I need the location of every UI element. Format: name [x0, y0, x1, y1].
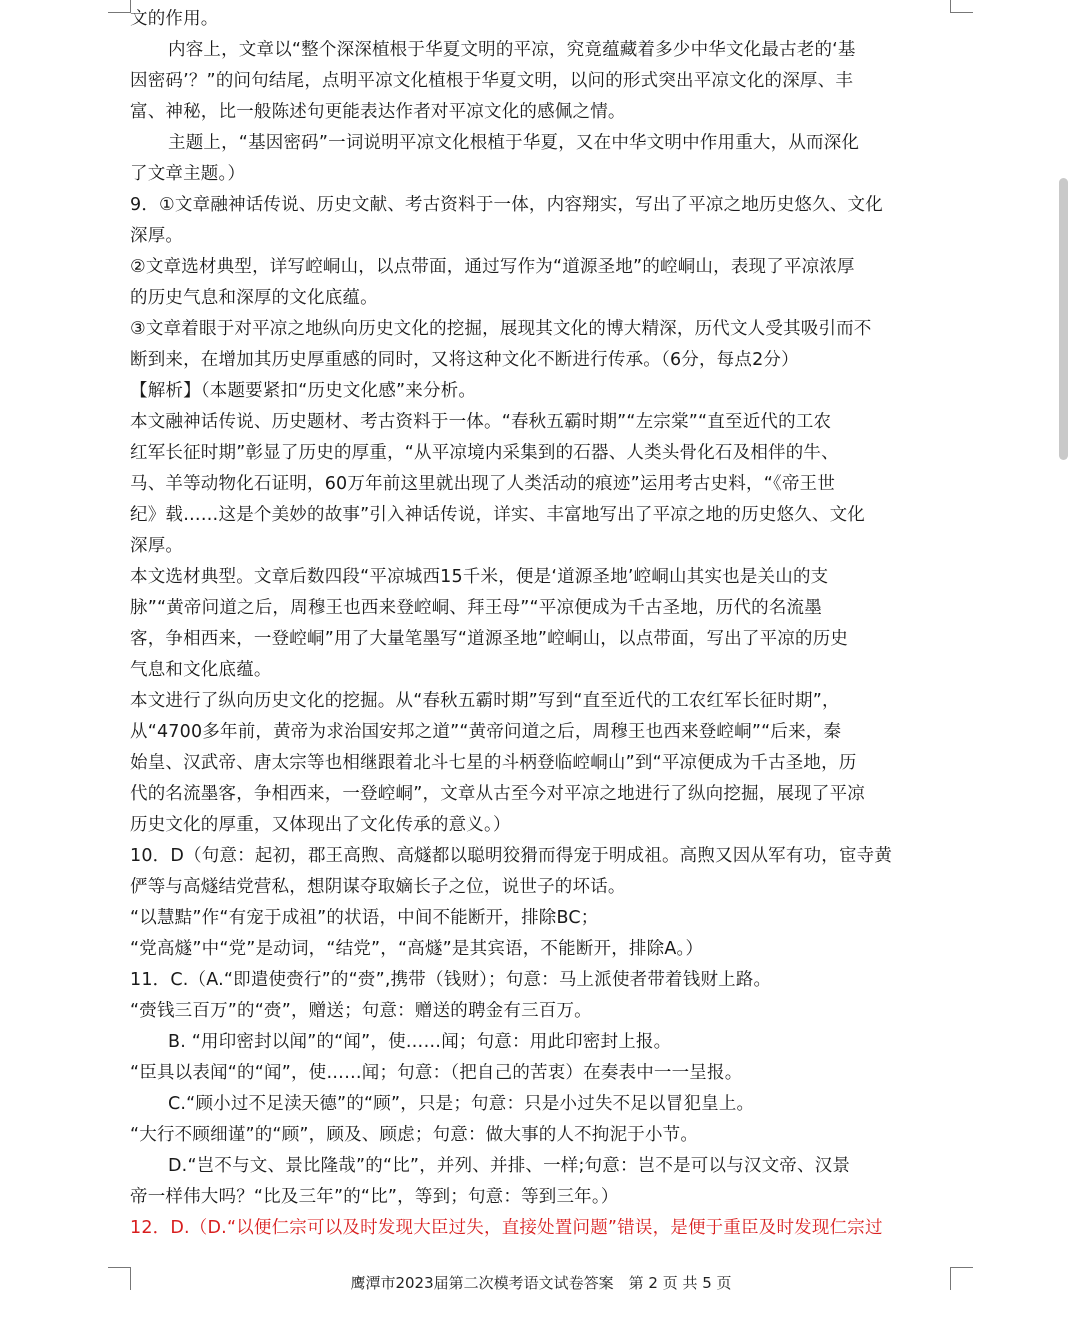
answer-9-line: 9．①文章融神话传说、历史文献、考古资料于一体，内容翔实，写出了平凉之地历史悠久、文化 [130, 195, 883, 215]
text-line: 本文选材典型。文章后数四段“平凉城西15千米，便是‘道源圣地’崆峒山其实也是关山的支 [130, 567, 829, 587]
text-line: 了文章主题。） [130, 164, 246, 184]
text-line: 客，争相西来，一登崆峒”用了大量笔墨写“道源圣地”崆峒山，以点带面，写出了平凉的历史 [130, 629, 849, 649]
text-line: 本文进行了纵向历史文化的挖掘。从“春秋五霸时期”写到“直至近代的工农红军长征时期”， [130, 691, 840, 711]
text-line: “党高燧”中“党”是动词，“结党”，“高燧”是其宾语，不能断开，排除A。） [130, 939, 704, 959]
text-line: 红军长征时期”彰显了历史的厚重，“从平凉境内采集到的石器、人类头骨化石及相伴的牛、 [130, 443, 839, 463]
text-line: 俨等与高燧结党营私，想阴谋夺取嫡长子之位，说世子的坏话。 [130, 877, 626, 897]
text-line: 帝一样伟大吗？“比及三年”的“比”，等到；句意：等到三年。） [130, 1187, 619, 1207]
text-line: B. “用印密封以闻”的“闻”，使……闻；句意：用此印密封上报。 [168, 1032, 672, 1052]
text-line: 始皇、汉武帝、唐太宗等也相继跟着北斗七星的斗柄登临崆峒山”到“平凉便成为千古圣地，历 [130, 753, 857, 773]
text-line: C.“顾小过不足渎天德”的“顾”，只是；句意：只是小过失不足以冒犯皇上。 [168, 1094, 755, 1114]
text-line: 马、羊等动物化石证明，60万年前这里就出现了人类活动的痕迹”运用考古史料，“《帝王世 [130, 474, 836, 494]
answer-text-body [130, 4, 960, 1244]
text-line: 深厚。 [130, 226, 184, 246]
page-footer: 鹰潭市2023届第二次模考语文试卷答案 第 2 页 共 5 页 [350, 1274, 732, 1292]
text-line: ②文章选材典型，详写崆峒山，以点带面，通过写作为“道源圣地”的崆峒山，表现了平凉浓厚 [130, 257, 855, 277]
text-line: “大行不顾细谨”的“顾”，顾及、顾虑；句意：做大事的人不拘泥于小节。 [130, 1125, 699, 1145]
text-line: 历史文化的厚重，又体现出了文化传承的意义。） [130, 815, 511, 835]
text-line: ③文章着眼于对平凉之地纵向历史文化的挖掘，展现其文化的博大精深，历代文人受其吸引而不 [130, 319, 872, 339]
text-line: 气息和文化底蕴。 [130, 660, 272, 680]
analysis-heading-line: 【解析】（本题要紧扣“历史文化感”来分析。 [130, 381, 477, 401]
text-line: 断到来，在增加其历史厚重感的同时，又将这种文化不断进行传承。（6分，每点2分） [130, 350, 799, 370]
text-line: 内容上，文章以“整个深深植根于华夏文明的平凉，究竟蕴藏着多少中华文化最古老的‘基 [168, 40, 856, 60]
text-line: 文的作用。 [130, 9, 219, 29]
text-line: “臣具以表闻“的“闻”，使……闻；句意：（把自己的苦衷）在奏表中一一呈报。 [130, 1063, 743, 1083]
answer-11-line: 11．C.（A.“即遣使赍行”的“赍”,携带（钱财）；句意：马上派使者带着钱财上路。 [130, 970, 772, 990]
crop-mark-top-left [108, 0, 131, 13]
text-line: D.“岂不与文、景比隆哉”的“比”，并列、并排、一样;句意：岂不是可以与汉文帝、汉景 [168, 1156, 851, 1176]
text-line: “赍钱三百万”的“赍”，赠送；句意：赠送的聘金有三百万。 [130, 1001, 592, 1021]
text-line: “以慧黠”作“有宠于成祖”的状语，中间不能断开，排除BC； [130, 908, 599, 928]
text-line: 因密码’？”的问句结尾，点明平凉文化植根于华夏文明，以问的形式突出平凉文化的深厚、丰 [130, 71, 854, 91]
text-line: 代的名流墨客，争相西来，一登崆峒”，文章从古至今对平凉之地进行了纵向挖掘，展现了平凉 [130, 784, 865, 804]
answer-12-line: 12．D.（D.“以便仁宗可以及时发现大臣过失，直接处置问题”错误，是便于重臣及时发现仁宗过 [130, 1218, 883, 1238]
text-line: 富、神秘，比一般陈述句更能表达作者对平凉文化的感佩之情。 [130, 102, 626, 122]
text-line: 深厚。 [130, 536, 184, 556]
text-line: 纪》载……这是个美妙的故事”引入神话传说，详实、丰富地写出了平凉之地的历史悠久、文化 [130, 505, 865, 525]
text-line: 从“4700多年前，黄帝为求治国安邦之道”“黄帝问道之后，周穆王也西来登崆峒”“后来，秦 [130, 722, 842, 742]
text-line: 脉”“黄帝问道之后，周穆王也西来登崆峒、拜王母”“平凉便成为千古圣地，历代的名流墨 [130, 598, 822, 618]
answer-10-line: 10．D（句意：起初，郡王高煦、高燧都以聪明狡猾而得宠于明成祖。高煦又因从军有功，宦寺黄 [130, 846, 893, 866]
text-line: 本文融神话传说、历史题材、考古资料于一体。“春秋五霸时期”“左宗棠”“直至近代的工农 [130, 412, 832, 432]
text-line: 的历史气息和深厚的文化底蕴。 [130, 288, 378, 308]
text-line: 主题上，“基因密码”一词说明平凉文化根植于华夏，又在中华文明中作用重大，从而深化 [168, 133, 860, 153]
vertical-scrollbar[interactable] [1059, 178, 1068, 460]
